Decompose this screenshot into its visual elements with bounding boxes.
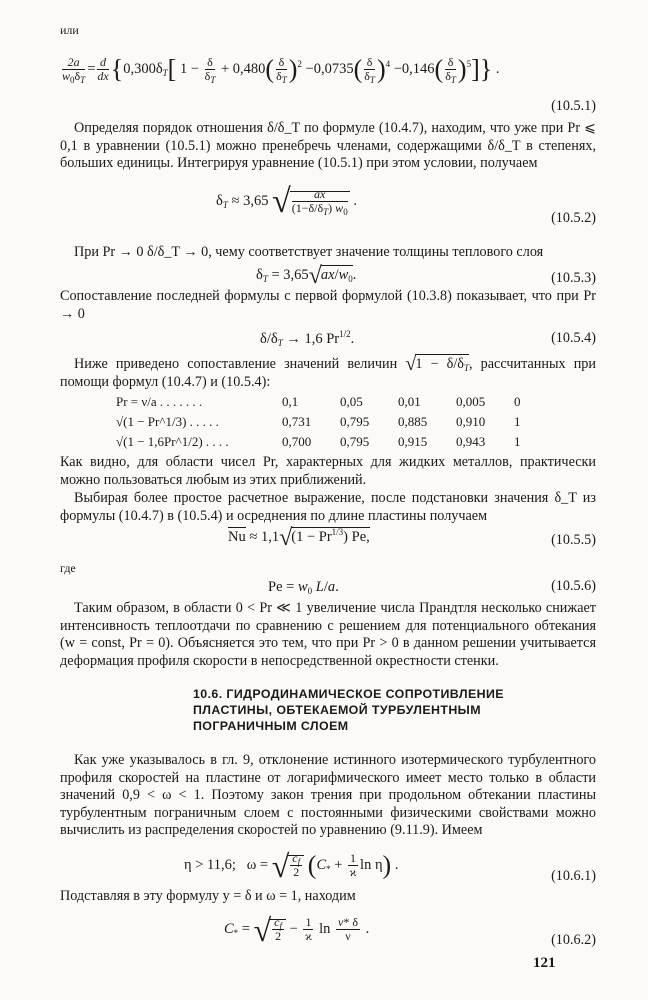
table-cell: 0,885 xyxy=(398,414,428,429)
table-cell: 0,05 xyxy=(340,394,363,409)
table-cell: 0,731 xyxy=(282,414,312,429)
equation-number: (10.5.5) xyxy=(551,532,596,548)
paragraph: Таким образом, в области 0 < Pr ≪ 1 увеличение числа Прандтля несколько снижает интенсивность теплоотдачи по сравнению с решением для потенциального обтекания (w = const, Pr = 0). Объясняется это тем, что при Pr > 0 в данном решении учитывается деформация профиля скорости в непосредственной окрестности стенки. xyxy=(60,600,596,669)
equation-10-6-2: $C_*$ = √ $\frac{c_f}{2}$ − $\frac{1}{ϰ}$ ln $\frac{v* \delta}{\nu}$ . xyxy=(224,911,370,948)
paragraph: При Pr → 0 δ/δ_T → 0, чему соответствует значение толщины теплового слоя xyxy=(74,244,544,260)
table-cell: 1 xyxy=(514,414,521,429)
table-cell: 0,795 xyxy=(340,434,370,449)
equation-10-6-1: η > 11,6; ω = √ $\frac{c_f}{2}$ ($C_*$ + $\frac{1}{ϰ}$ ln η) . xyxy=(184,847,399,884)
paragraph: Определяя порядок отношения δ/δ_T по формуле (10.4.7), находим, что уже при Pr ⩽ 0,1 в уравнении (10.5.1) можно пренебречь членами, содержащими δ/δ_T в степенях, больших единицы. Интегрируя уравнение (10.5.1) при этом условии, получаем xyxy=(60,120,596,172)
table-cell: 0,1 xyxy=(282,394,299,409)
paragraph: Ниже приведено сопоставление значений величин $√1 - \delta/\delta_T$, рассчитанных при помощи формул (10.4.7) и (10.5.4): xyxy=(60,353,596,390)
table-cell: 0,01 xyxy=(398,394,421,409)
table-row: √(1 − 1,6Pr^1/2) . . . . 0,700 0,795 0,915 0,943 1 xyxy=(116,432,532,452)
equation-10-5-2: $\delta_T \approx 3,65$ √ $\frac{ax}{(1-\delta/\delta_T) w_0}$ . xyxy=(216,182,357,220)
table-cell: 0,795 xyxy=(340,414,370,429)
equation-number: (10.5.3) xyxy=(551,270,596,286)
equation-10-5-1: $\frac{2a}{w_0\delta_T}$ = $\frac{d}{dx}$ {$0,300\delta_T$[ 1 − $\frac{\delta}{\delta_T}$ + 0,480( $\frac{\delta}{\delta_T}$ )$^2$ −0,0735( $\frac{\delta}{\delta_T}$ )$^4$ −0,146( $\frac{\delta}{\delta_T}$ )$^5$]} . xyxy=(62,54,500,85)
equation-number: (10.5.4) xyxy=(551,330,596,346)
table-cell: 0,910 xyxy=(456,414,486,429)
page-number: 121 xyxy=(533,955,556,971)
section-heading-line: ПОГРАНИЧНЫМ СЛОЕМ xyxy=(193,719,349,733)
equation-10-5-3: $\delta_T = 3,65√ax/w_0$. xyxy=(256,262,357,289)
comparison-table xyxy=(116,392,532,452)
equation-number: (10.5.6) xyxy=(551,578,596,594)
paragraph: Как видно, для области чисел Pr, характерных для жидких металлов, практически можно пользоваться любым из этих приближений. xyxy=(60,454,596,488)
table-cell: 0 xyxy=(514,394,521,409)
section-heading-line: 10.6. ГИДРОДИНАМИЧЕСКОЕ СОПРОТИВЛЕНИЕ xyxy=(193,687,504,701)
equation-number: (10.5.1) xyxy=(551,98,596,114)
paragraph: Выбирая более простое расчетное выражение, после подстановки значения δ_T из формулы (10.4.7) в (10.5.4) и осреднения по длине пластины получаем xyxy=(60,490,596,524)
table-cell: 1 xyxy=(514,434,521,449)
row-label: √(1 − Pr^1/3) xyxy=(116,414,187,429)
table-cell: 0,915 xyxy=(398,434,428,449)
paragraph: Как уже указывалось в гл. 9, отклонение истинного изотермического турбулентного профиля скоростей на пластине от логарифмического имеет место только в области значений 0,9 < ω < 1. Поэтому закон трения при продольном обтекании пластины турбулентным пограничным слоем с постоянными физическими свойствами можно вычислить из распределения скоростей по уравнению (9.11.9). Имеем xyxy=(60,752,596,839)
table-cell: 0,700 xyxy=(282,434,312,449)
equation-number: (10.5.2) xyxy=(551,210,596,226)
table-cell: 0,943 xyxy=(456,434,486,449)
equation-number: (10.6.1) xyxy=(551,868,596,884)
equation-10-5-5: $Nu \approx 1,1√(1 - Pr^{1/3})$ Pe, xyxy=(228,524,370,551)
equation-number: (10.6.2) xyxy=(551,932,596,948)
table-cell: 0,005 xyxy=(456,394,486,409)
row-label: √(1 − 1,6Pr^1/2) xyxy=(116,434,203,449)
conjunction-text: или xyxy=(60,23,79,37)
section-heading-line: ПЛАСТИНЫ, ОБТЕКАЕМОЙ ТУРБУЛЕНТНЫМ xyxy=(193,703,481,717)
row-label: Pr = ν/a xyxy=(116,394,157,409)
equation-10-5-4: $\delta/\delta_T \to 1,6$ $Pr^{1/2}$. xyxy=(260,329,355,348)
table-row: √(1 − Pr^1/3) . . . . . 0,731 0,795 0,885 0,910 1 xyxy=(116,412,532,432)
equation-10-5-6: $Pe = w_0$ L/a. xyxy=(268,579,339,596)
where-word: где xyxy=(60,561,76,575)
paragraph: Сопоставление последней формулы с первой формулой (10.3.8) показывает, что при Pr → 0 xyxy=(60,288,596,322)
paragraph: Подставляя в эту формулу y = δ и ω = 1, находим xyxy=(60,888,356,904)
table-row: Pr = ν/a . . . . . . . 0,1 0,05 0,01 0,005 0 xyxy=(116,392,532,412)
